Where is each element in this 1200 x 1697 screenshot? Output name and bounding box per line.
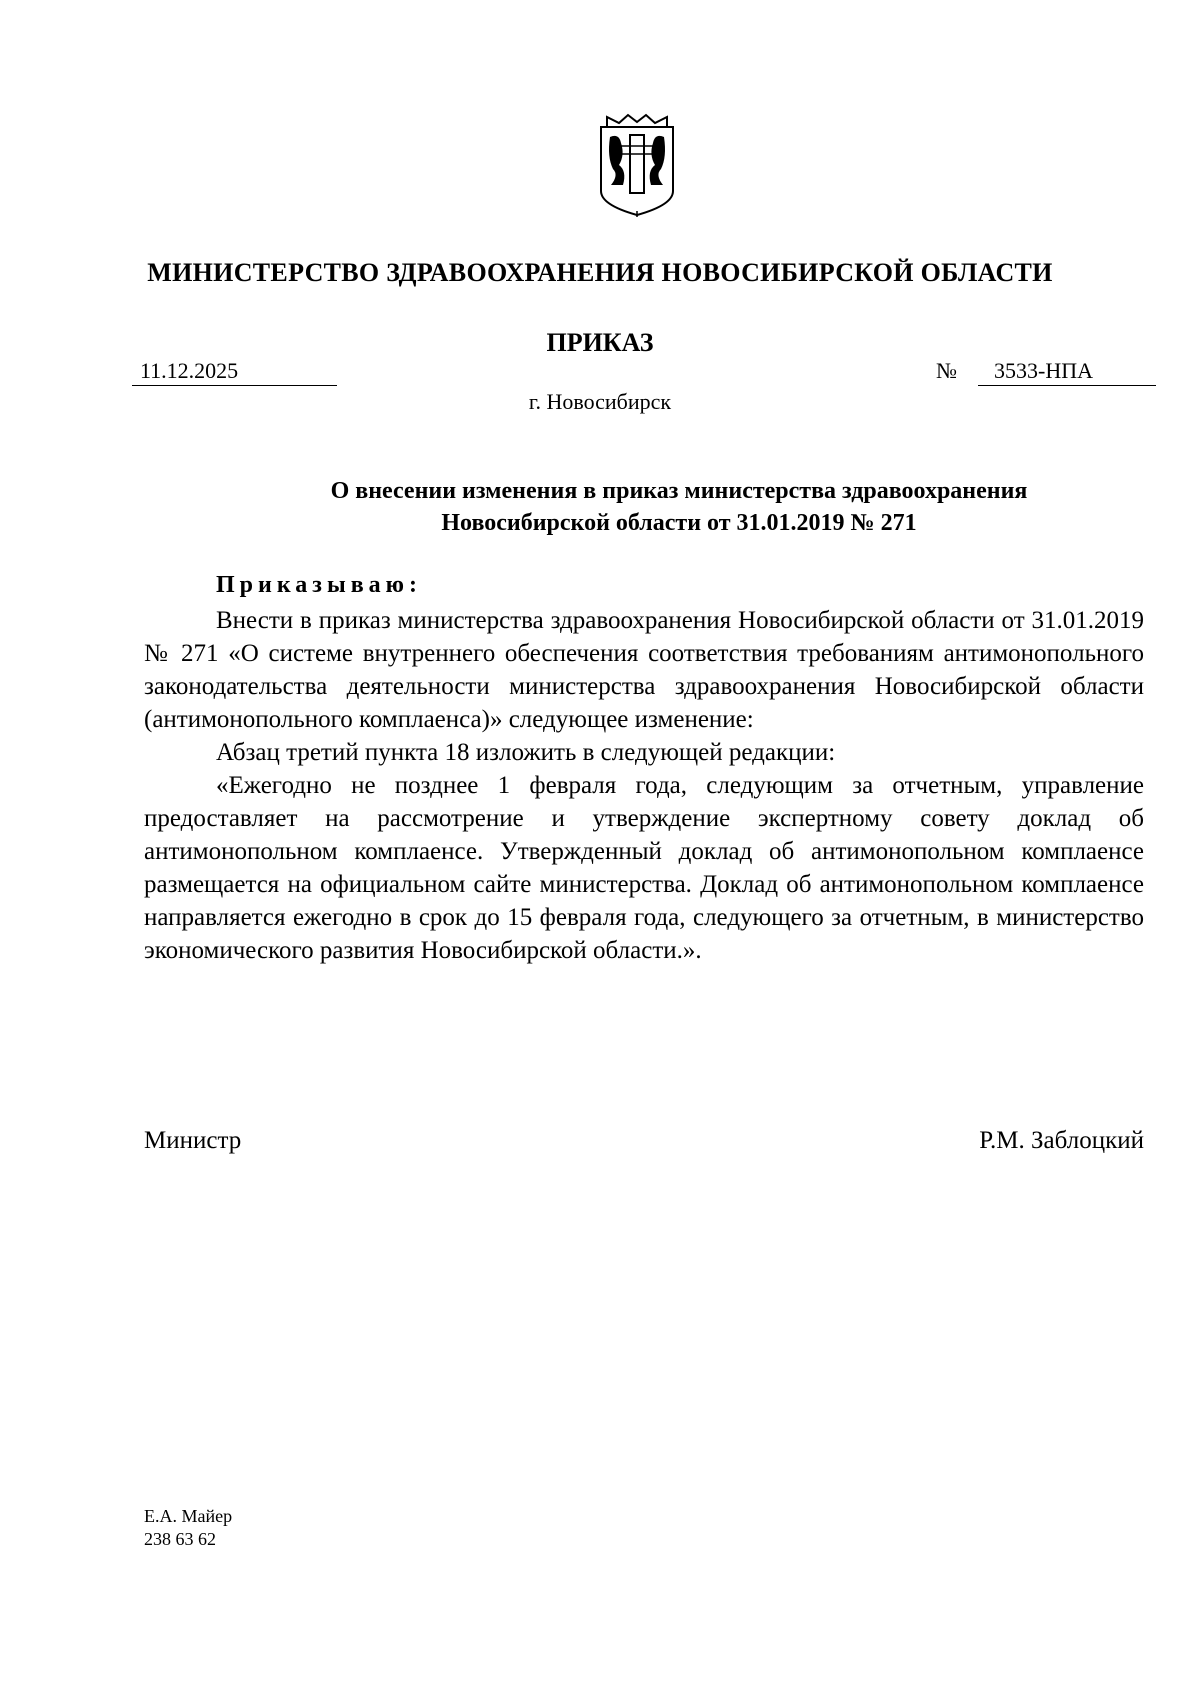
number-label: № [936,358,957,383]
executor-phone: 238 63 62 [144,1529,216,1549]
subject-line: Новосибирской области от 31.01.2019 № 271 [441,510,917,536]
document-date: 11.12.2025 [132,358,337,386]
order-word: Приказываю: [216,572,422,598]
document-number: 3533-НПА [978,358,1156,386]
body-paragraph: Абзац третий пункта 18 изложить в следующей редакции: [216,739,836,766]
executor-name: Е.А. Майер [144,1506,233,1526]
city: г. Новосибирск [528,389,672,414]
document-body [144,604,1144,967]
subject-line: О внесении изменения в приказ министерства здравоохранения [330,478,1028,504]
document-subject [144,475,1200,539]
signer-name: Р.М. Заблоцкий [979,1127,1144,1154]
document-type: ПРИКАЗ [546,328,654,357]
body-paragraph: «Ежегодно не позднее 1 февраля года, следующим за отчетным, управление предоставляет на рассмотрение и утверждение экспертному совету доклад об антимонопольном комплаенсе. Утвержденный доклад об антимонопольном комплаенсе размещается на официальном сайте министерства. Доклад об антимонопольном комплаенсе направляется ежегодно в срок до 15 февраля года, следующего за отчетным, в министерство экономического развития Новосибирской области.». [144,772,1144,964]
signer-title: Министр [144,1127,242,1154]
body-paragraph: Внести в приказ министерства здравоохранения Новосибирской области от 31.01.2019 № 271 «О системе внутреннего обеспечения соответствия требованиям антимонопольного законодательства деятельности министерства здравоохранения Новосибирской области (антимонопольного комплаенса)» следующее изменение: [144,607,1144,733]
ministry-name: МИНИСТЕРСТВО ЗДРАВООХРАНЕНИЯ НОВОСИБИРСКОЙ ОБЛАСТИ [147,258,1053,287]
executor-info [144,1505,232,1551]
coat-of-arms-icon [597,113,677,218]
